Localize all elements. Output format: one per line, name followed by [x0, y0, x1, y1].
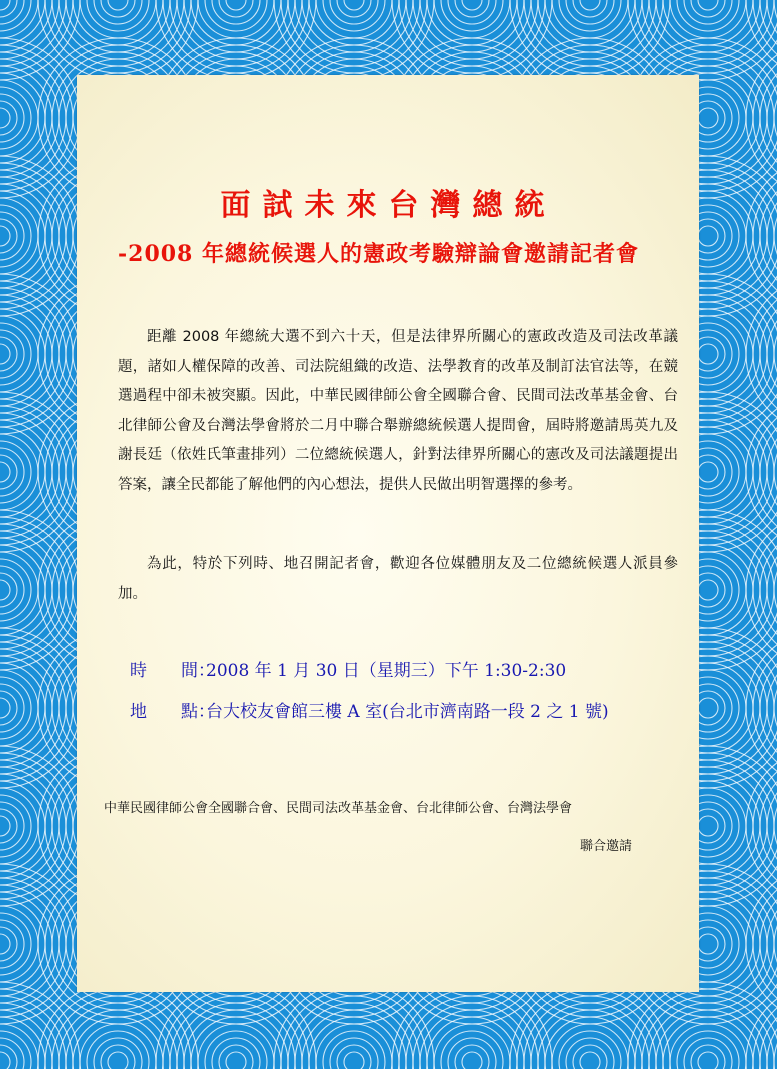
body-paragraph-1: 距離 2008 年總統大選不到六十天，但是法律界所關心的憲政改造及司法改革議題，諸如人權保障的改善、司法院組織的改造、法學教育的改革及制訂法官法等，在競選過程中卻未被突顯。因此，中華民國律師公會全國聯合會、民間司法改革基金會、台北律師公會及台灣法學會將於二月中聯合舉辦總統候選人提問會，屆時將邀請馬英九及謝長廷（依姓氏筆畫排列）二位總統候選人，針對法律界所關心的憲改及司法議題提出答案，讓全民都能了解他們的內心想法，提供人民做出明智選擇的參考。 — [118, 329, 678, 493]
signoff-text: 聯合邀請 — [580, 839, 633, 854]
time-value: 2008 年 1 月 30 日（星期三）下午 1:30-2:30 — [206, 661, 567, 681]
organizers-line: 中華民國律師公會全國聯合會、民間司法改革基金會、台北律師公會、台灣法學會 — [104, 801, 573, 816]
place-value: 台大校友會館三樓 A 室(台北市濟南路一段 2 之 1 號) — [206, 702, 609, 722]
page-subtitle: -2008 年總統候選人的憲政考驗辯論會邀請記者會 — [118, 241, 640, 267]
body-paragraph-2: 為此，特於下列時、地召開記者會，歡迎各位媒體朋友及二位總統候選人派員參加。 — [118, 556, 678, 602]
place-label: 地 點： — [130, 702, 215, 722]
page-title: 面試未來台灣總統 — [220, 188, 557, 223]
time-label: 時 間： — [130, 661, 215, 681]
event-time — [130, 656, 566, 681]
event-place — [130, 697, 609, 722]
